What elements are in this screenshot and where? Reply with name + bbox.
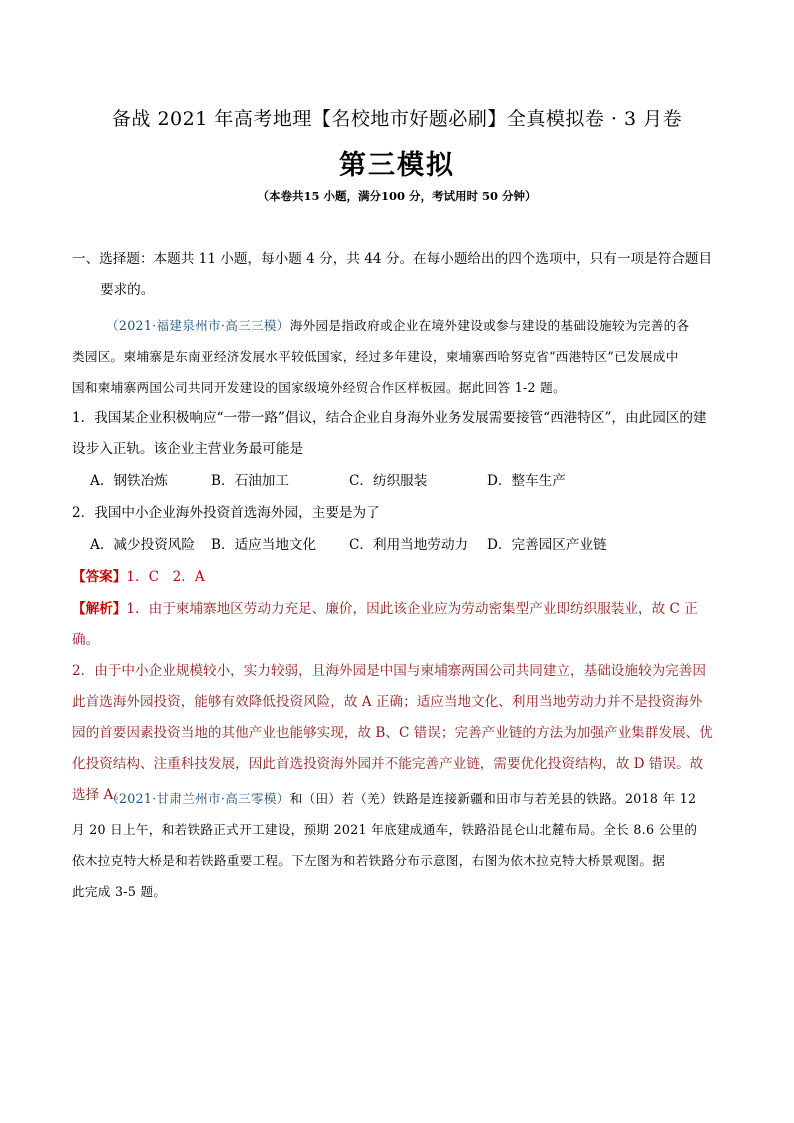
passage-2-source: （2021·甘肃兰州市·高三零模） (106, 791, 290, 806)
passage-1-text-line2: 类园区。柬埔寨是东南亚经济发展水平较低国家，经过多年建设，柬埔寨西哈努克省“西港特区”已发展成中 (72, 349, 679, 364)
analysis-line1-text: 1．由于柬埔寨地区劳动力充足、廉价，因此该企业应为劳动密集型产业即纺织服装业，故 C 正确。 (72, 601, 698, 648)
question-1-options (90, 466, 730, 497)
answer-block (72, 562, 724, 593)
exam-title: 备战 2021 年高考地理【名校地市好题必刷】全真模拟卷 · 3 月卷 (111, 108, 683, 130)
q1-option-c[interactable]: C．纺织服装 (349, 473, 428, 489)
question-1-line1: 1．我国某企业积极响应“一带一路”倡议，结合企业自身海外业务发展需要接管“西港特区”，由此园区的建 (72, 410, 707, 426)
section-heading-line2: 要求的。 (100, 282, 155, 298)
q2-option-b[interactable]: B．适应当地文化 (211, 537, 317, 553)
section-heading (72, 244, 724, 306)
section-heading-line1: 一、选择题：本题共 11 小题，每小题 4 分，共 44 分。在每小题给出的四个选项中，只有一项是符合题目 (72, 251, 713, 267)
exam-subtitle: 第三模拟 (339, 150, 455, 181)
analysis-line2: 2．由于中小企业规模较小，实力较弱，且海外园是中国与柬埔寨两国公司共同建立，基础设施较为完善因 (72, 663, 706, 679)
passage-2-text-line1: 和（田）若（羌）铁路是连接新疆和田市与若羌县的铁路。2018 年 12 (289, 791, 697, 806)
q2-option-c[interactable]: C．利用当地劳动力 (349, 537, 469, 553)
passage-2 (72, 783, 724, 907)
exam-note: （本卷共15 小题，满分100 分，考试用时 50 分钟） (257, 189, 537, 203)
answer-text: 1．C 2．A (126, 569, 205, 585)
analysis-line3: 此首选海外园投资，能够有效降低投资风险，故 A 正确；适应当地文化、利用当地劳动力并不是投资海外 (72, 694, 703, 710)
passage-1-source: （2021·福建泉州市·高三三模） (106, 318, 290, 333)
passage-1-text-line1: 海外园是指政府或企业在境外建设或参与建设的基础设施较为完善的各 (289, 318, 690, 333)
analysis-tag: 【解析】 (72, 601, 127, 617)
q1-option-d[interactable]: D．整车生产 (487, 473, 566, 489)
answer-tag: 【答案】 (72, 569, 127, 585)
question-2-line1: 2．我国中小企业海外投资首选海外园，主要是为了 (72, 505, 380, 521)
question-1-line2: 设步入正轨。该企业主营业务最可能是 (72, 441, 304, 457)
analysis-line1 (72, 594, 724, 656)
q2-option-a[interactable]: A．减少投资风险 (90, 537, 195, 553)
analysis-block (72, 594, 724, 811)
question-2-options (90, 530, 730, 561)
analysis-line5: 化投资结构、注重科技发展，因此首选投资海外园并不能完善产业链，需要优化投资结构，故 D 错误。故 (72, 756, 704, 772)
passage-1-line1 (72, 310, 724, 341)
q1-option-a[interactable]: A．钢铁冶炼 (90, 473, 168, 489)
question-2 (72, 498, 724, 529)
passage-2-text-line3: 依木拉克特大桥是和若铁路重要工程。下左图为和若铁路分布示意图，右图为依木拉克特大桥景观图。据 (72, 853, 666, 868)
analysis-line6: 选择 A。 (72, 787, 127, 803)
q2-option-d[interactable]: D．完善园区产业链 (487, 537, 607, 553)
analysis-line4: 园的首要因素投资当地的其他产业也能够实现，故 B、C 错误；完善产业链的方法为加强产业集群发展、优 (72, 725, 713, 741)
passage-2-text-line2: 月 20 日上午，和若铁路正式开工建设，预期 2021 年底建成通车，铁路沿昆仑山北麓布局。全长 8.6 公里的 (72, 822, 698, 837)
passage-1 (72, 310, 724, 403)
question-1 (72, 403, 724, 465)
q1-option-b[interactable]: B．石油加工 (211, 473, 289, 489)
passage-2-line1 (72, 783, 724, 814)
passage-1-text-line3: 国和柬埔寨两国公司共同开发建设的国家级境外经贸合作区样板园。据此回答 1-2 题。 (72, 380, 566, 395)
passage-2-text-line4: 此完成 3-5 题。 (72, 884, 167, 899)
